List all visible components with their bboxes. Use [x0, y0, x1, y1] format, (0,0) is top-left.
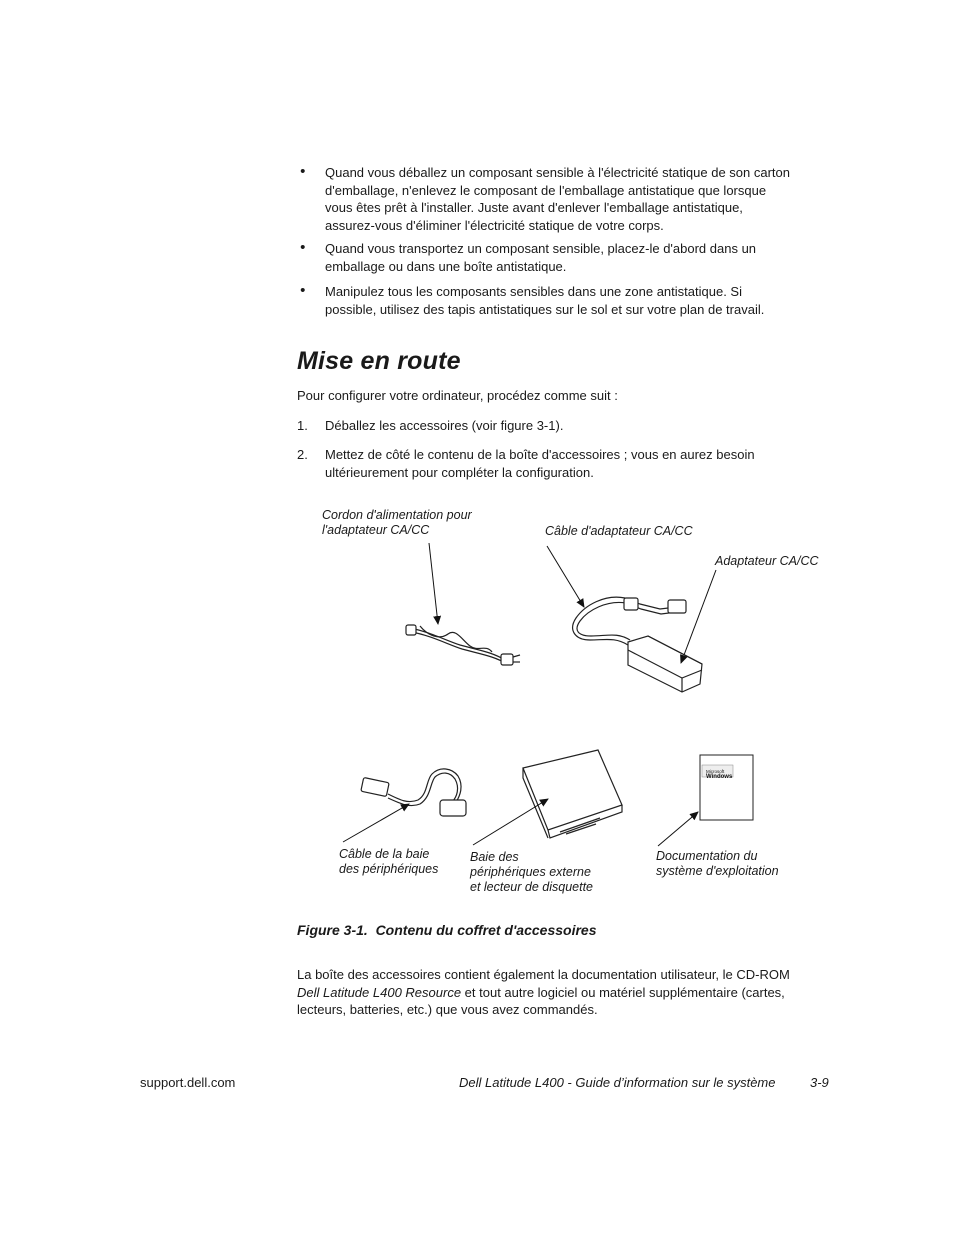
closing-paragraph	[297, 966, 790, 1019]
bullet-marker: •	[300, 163, 306, 180]
label-line: Baie des	[470, 850, 519, 864]
bay-cable-illustration	[361, 769, 466, 816]
text-line: La boîte des accessoires contient également la documentation utilisateur, le CD-ROM	[297, 967, 790, 982]
label-line: Câble de la baie	[339, 847, 430, 861]
label-line: périphériques externe	[470, 865, 591, 879]
bay-illustration	[523, 750, 622, 838]
label-line: des périphériques	[339, 862, 439, 876]
label-line: Cordon d'alimentation pour	[322, 508, 472, 522]
product-name: Dell Latitude L400 Resource	[297, 984, 462, 1000]
intro-text: Pour configurer votre ordinateur, procédez comme suit :	[297, 388, 618, 403]
bullet-marker: •	[300, 282, 306, 299]
text-line: assurez-vous d'éliminer l'électricité statique de votre corps.	[325, 217, 664, 233]
text-line: d'emballage, n'enlevez le composant de l'emballage antistatique que lorsque	[325, 182, 767, 198]
callout-arrows	[343, 543, 716, 846]
footer-title: Dell Latitude L400 - Guide d’information sur le système	[459, 1075, 776, 1090]
text-line: Quand vous déballez un composant sensible à l'électricité statique de son carton	[325, 165, 790, 180]
text-line: vous êtes prêt à l'installer. Juste avant d'enlever l'emballage antistatique,	[325, 200, 743, 215]
power-cord-illustration	[406, 625, 520, 665]
text-line	[297, 984, 790, 1002]
adapter-illustration	[573, 597, 702, 692]
label-line: système d'exploitation	[656, 864, 779, 878]
label-line: Câble d'adaptateur CA/CC	[545, 524, 693, 538]
step-number: 2.	[297, 447, 308, 462]
book-brand: Microsoft	[706, 769, 725, 774]
step-number: 1.	[297, 418, 308, 433]
text-line: possible, utilisez des tapis antistatiques sur le sol et sur votre plan de travail.	[325, 301, 765, 317]
figure-caption: Figure 3-1. Contenu du coffret d'accessoires	[297, 922, 597, 938]
label-line: Documentation du	[656, 849, 758, 863]
book-illustration	[700, 755, 753, 820]
text-line: emballage ou dans une boîte antistatique.	[325, 258, 567, 274]
text-line: ultérieurement pour compléter la configuration.	[325, 464, 594, 480]
footer-website: support.dell.com	[140, 1075, 236, 1090]
book-title: Windows	[706, 774, 733, 780]
label-line: l'adaptateur CA/CC	[322, 523, 430, 537]
label-line: Adaptateur CA/CC	[715, 554, 819, 568]
text-line: Quand vous transportez un composant sensible, placez-le d'abord dans un	[325, 241, 757, 256]
text-line: lecteurs, batteries, etc.) que vous avez commandés.	[297, 1002, 598, 1017]
text-line: Mettez de côté le contenu de la boîte d'accessoires ; vous en aurez besoin	[325, 447, 755, 462]
label-line: et lecteur de disquette	[470, 880, 593, 894]
text-line: Manipulez tous les composants sensibles dans une zone antistatique. Si	[325, 284, 742, 299]
footer-page-number: 3-9	[810, 1075, 829, 1090]
text-run: et tout autre logiciel ou matériel supplémentaire (cartes,	[461, 984, 785, 1000]
text-line: Déballez les accessoires (voir figure 3-1).	[325, 418, 564, 433]
section-heading: Mise en route	[297, 347, 461, 375]
bullet-marker: •	[300, 239, 306, 256]
